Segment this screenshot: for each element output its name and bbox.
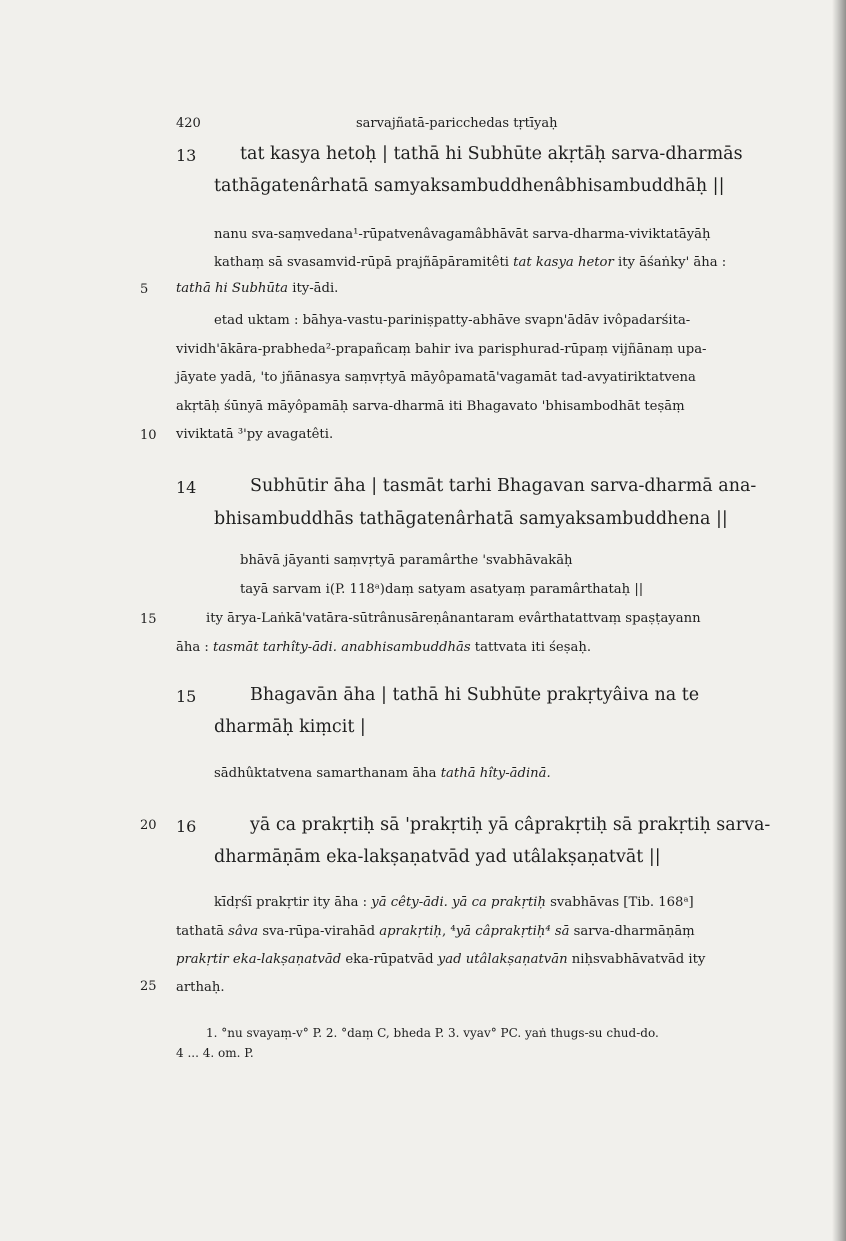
comm3-line1: ity ārya-Laṅkā'vatāra-sūtrânusāreṇânantaram evârthatattvaṃ spaṣṭayann xyxy=(206,611,701,626)
comm5-line4: arthaḥ. xyxy=(176,980,225,995)
line-number-5: 5 xyxy=(140,282,149,297)
footnote-line1: 1. °nu svayaṃ-v° P. 2. °daṃ C, bheda P. 3. vyav° PC. yaṅ thugs-su chud-do. xyxy=(206,1026,659,1040)
verse16-line1: yā ca prakṛtiḥ sā 'prakṛtiḥ yā câprakṛtiḥ sā prakṛtiḥ sarva- xyxy=(250,815,771,835)
comm1-line1: nanu sva-saṃvedana¹-rūpatvenâvagamâbhāvāt sarva-dharma-viviktatāyāḥ xyxy=(214,227,711,242)
verse14-line1: Subhūtir āha | tasmāt tarhi Bhagavan sarva-dharmā ana- xyxy=(250,476,757,496)
comm5-line1: kīdṛśī prakṛtir ity āha : yā cêty-ādi. yā ca prakṛtiḥ svabhāvas [Tib. 168ᵃ] xyxy=(214,895,694,910)
line-number-20: 20 xyxy=(140,818,157,833)
footnote-line2: 4 ... 4. om. P. xyxy=(176,1046,254,1060)
verse14-line2: bhisambuddhās tathāgatenârhatā samyaksambuddhena || xyxy=(214,509,728,529)
verse16-line2: dharmāṇām eka-lakṣaṇatvād yad utâlakṣaṇatvāt || xyxy=(214,847,661,867)
page-edge-shadow xyxy=(832,0,846,1241)
comm4-line1: sādhûktatvena samarthanam āha tathā hîty-ādinā. xyxy=(214,766,551,781)
comm5-line2: tathatā sâva sva-rūpa-virahād aprakṛtiḥ, ⁴yā câprakṛtiḥ⁴ sā sarva-dharmāṇāṃ xyxy=(176,924,695,939)
line-number-10: 10 xyxy=(140,428,157,443)
comm2-line5: viviktatā ³'py avagatêti. xyxy=(176,427,334,442)
verse-number-15: 15 xyxy=(176,687,197,706)
comm1-line2: kathaṃ sā svasamvid-rūpā prajñāpāramitêti tat kasya hetor ity āśaṅky' āha : xyxy=(214,255,727,270)
comm2-line1: etad uktam : bāhya-vastu-pariniṣpatty-abhāve svapn'ādāv ivôpadarśita- xyxy=(214,313,691,328)
verse13-line1: tat kasya hetoḥ | tathā hi Subhūte akṛtāḥ sarva-dharmās xyxy=(240,144,743,164)
comm2-line4: akṛtāḥ śūnyā māyôpamāḥ sarva-dharmā iti Bhagavato 'bhisambodhāt teṣāṃ xyxy=(176,399,685,414)
comm1-line3: tathā hi Subhūta ity-ādi. xyxy=(176,281,339,296)
comm3-line2: āha : tasmāt tarhîty-ādi. anabhisambuddhās tattvata iti śeṣaḥ. xyxy=(176,640,592,655)
line-number-25: 25 xyxy=(140,979,157,994)
page-number: 420 xyxy=(176,116,201,131)
verse-number-14: 14 xyxy=(176,478,197,497)
verse15-line1: Bhagavān āha | tathā hi Subhūte prakṛtyâiva na te xyxy=(250,685,700,705)
comm5-line3: prakṛtir eka-lakṣaṇatvād eka-rūpatvād yad utâlakṣaṇatvān niḥsvabhāvatvād ity xyxy=(176,952,706,967)
quote14-line2: tayā sarvam i(P. 118ᵃ)daṃ satyam asatyaṃ paramârthataḥ || xyxy=(240,582,644,597)
comm2-line3: jāyate yadā, 'to jñānasya saṃvṛtyā māyôpamatā'vagamāt tad-avyatiriktatvena xyxy=(176,370,696,385)
running-title: sarvajñatā-paricchedas tṛtīyaḥ xyxy=(356,116,558,131)
comm2-line2: vividh'ākāra-prabheda²-prapañcaṃ bahir iva parisphurad-rūpaṃ vijñānaṃ upa- xyxy=(176,342,707,357)
verse15-line2: dharmāḥ kiṃcit | xyxy=(214,717,366,737)
verse13-line2: tathāgatenârhatā samyaksambuddhenâbhisambuddhāḥ || xyxy=(214,176,725,196)
verse-number-13: 13 xyxy=(176,146,197,165)
verse-number-16: 16 xyxy=(176,817,197,836)
line-number-15: 15 xyxy=(140,612,157,627)
quote14-line1: bhāvā jāyanti saṃvṛtyā paramârthe 'svabhāvakāḥ xyxy=(240,553,573,568)
